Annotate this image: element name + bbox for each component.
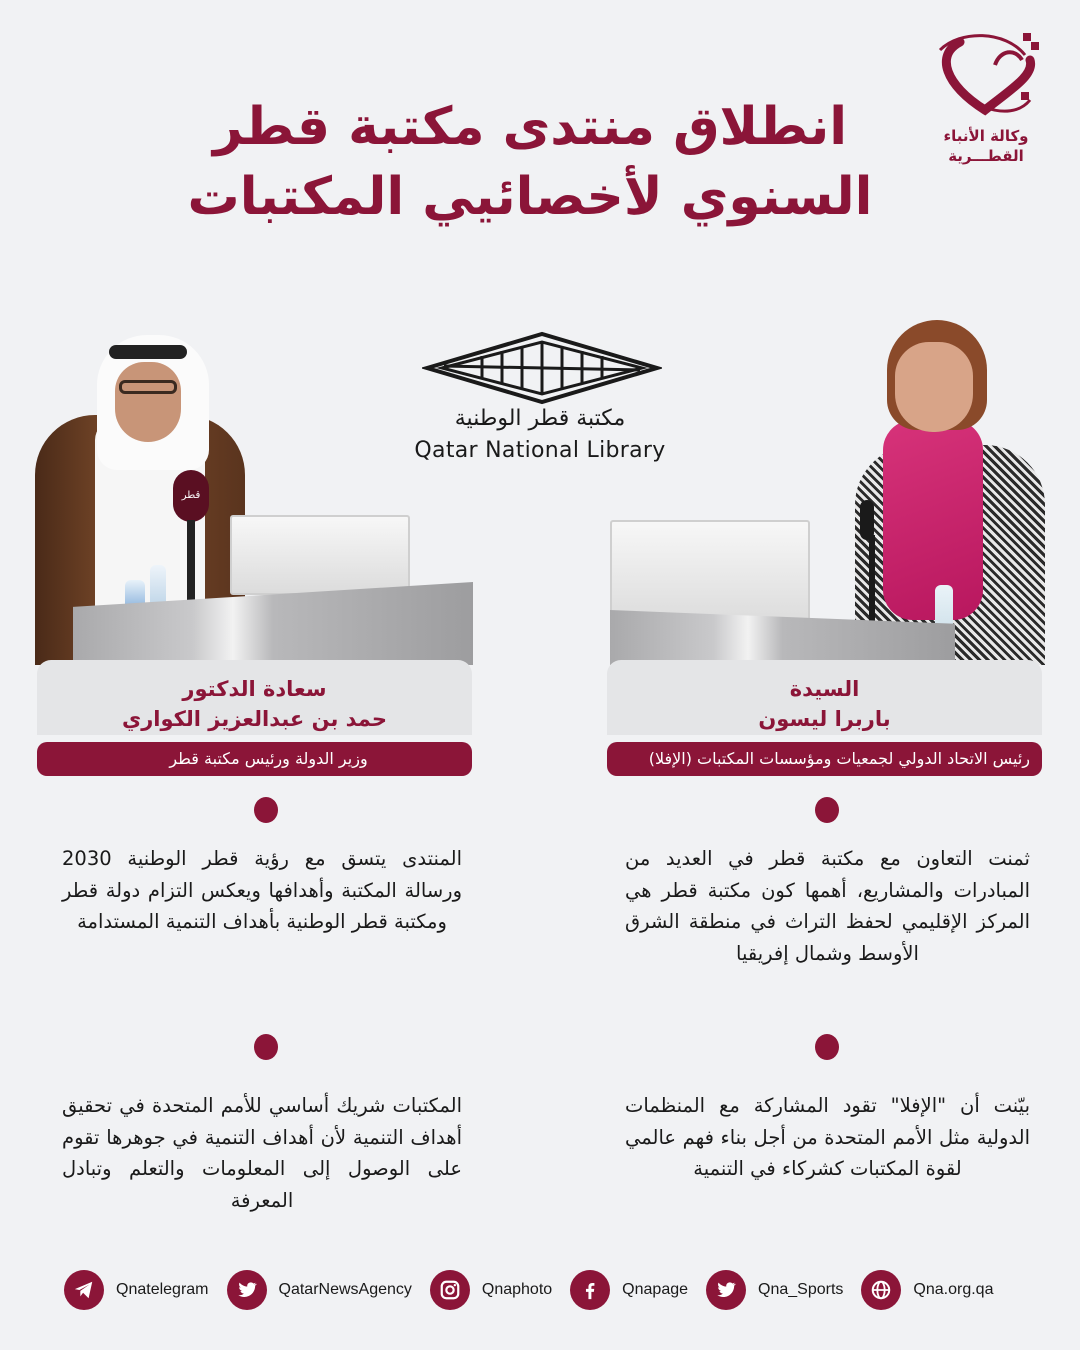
twitter-icon (706, 1270, 746, 1310)
bullet-dot-icon (254, 1034, 278, 1060)
social-telegram[interactable]: Qnatelegram (64, 1270, 209, 1310)
speaker-name-card-right (607, 660, 1042, 735)
title-line2: السنوي لأخصائيي المكتبات (187, 167, 873, 227)
qna-logo-line1: وكالة الأنباء (943, 127, 1029, 145)
facebook-icon (570, 1270, 610, 1310)
social-footer (64, 1270, 1011, 1310)
telegram-icon (64, 1270, 104, 1310)
social-facebook[interactable]: Qnapage (570, 1270, 688, 1310)
twitter-icon (227, 1270, 267, 1310)
speaker-photo-left (35, 320, 475, 665)
speaker-role-right: رئيس الاتحاد الدولي لجمعيات ومؤسسات المكتبات (الإفلا) (607, 742, 1042, 776)
social-website[interactable]: Qna.org.qa (861, 1270, 993, 1310)
bullet-dot-icon (254, 797, 278, 823)
speaker-name: باربرا ليسون (758, 707, 891, 731)
microphone-icon: قطر (173, 470, 209, 522)
speaker-name: حمد بن عبدالعزيز الكواري (121, 707, 388, 731)
speaker-name-card-left (37, 660, 472, 735)
instagram-icon (430, 1270, 470, 1310)
speaker-honorific: السيدة (789, 677, 860, 701)
globe-icon (861, 1270, 901, 1310)
speaker-honorific: سعادة الدكتور (182, 677, 327, 701)
point-left-1: المنتدى يتسق مع رؤية قطر الوطنية 2030 ورسالة المكتبة وأهدافها ويعكس التزام دولة قطر ومكتبة قطر الوطنية بأهداف التنمية المستدامة (62, 847, 462, 933)
social-twitter-sports[interactable]: Qna_Sports (706, 1270, 843, 1310)
social-instagram[interactable]: Qnaphoto (430, 1270, 552, 1310)
bullet-dot-icon (815, 797, 839, 823)
library-name-english: Qatar National Library (414, 438, 666, 463)
point-left-2: المكتبات شريك أساسي للأمم المتحدة في تحقيق أهداف التنمية لأن أهداف التنمية في جوهرها تقوم على الوصول إلى المعلومات والتعلم وتبادل المعرفة (62, 1094, 462, 1212)
speaker-role-left: وزير الدولة ورئيس مكتبة قطر (37, 742, 472, 776)
speaker-photo-right (605, 320, 1045, 665)
bullet-dot-icon (815, 1034, 839, 1060)
page-title (150, 92, 910, 232)
point-right-2: بيّنت أن "الإفلا" تقود المشاركة مع المنظمات الدولية مثل الأمم المتحدة من أجل بناء فهم عالمي لقوة المكتبات كشركاء في التنمية (625, 1094, 1030, 1180)
qna-emblem-icon (930, 30, 1042, 125)
library-name-arabic: مكتبة قطر الوطنية (454, 406, 626, 431)
social-twitter-news[interactable]: QatarNewsAgency (227, 1270, 412, 1310)
qna-logo-line2: القطـــرية (948, 147, 1024, 165)
point-right-1: ثمنت التعاون مع مكتبة قطر في العديد من المبادرات والمشاريع، أهمها كون مكتبة قطر هي المركز الإقليمي لحفظ التراث في منطقة الشرق الأوسط وشمال إفريقيا (625, 847, 1030, 965)
qna-logo (930, 30, 1050, 170)
title-line1: انطلاق منتدى مكتبة قطر (212, 97, 848, 157)
